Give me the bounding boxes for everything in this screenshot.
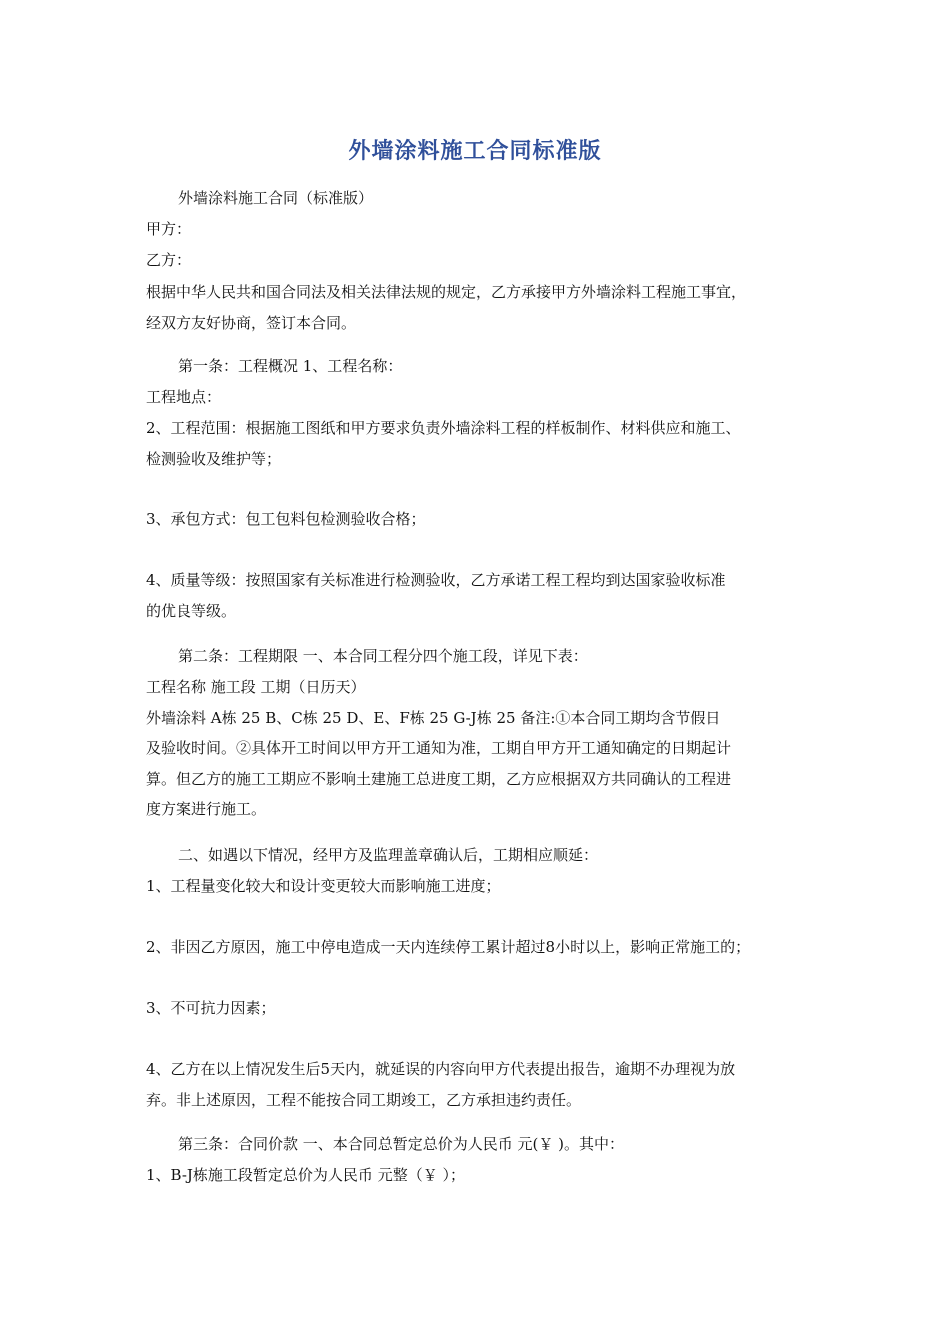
project-location: 工程地点： (146, 388, 222, 406)
party-a: 甲方： (146, 220, 192, 238)
price-item-1: 1、B-J栋施工段暂定总价为人民币 元整（￥ ）； (146, 1166, 465, 1184)
article-2-heading: 第二条：工程期限 一、本合同工程分四个施工段，详见下表： (178, 647, 588, 665)
schedule-line-2: 及验收时间。②具体开工时间以甲方开工通知为准，工期自甲方开工通知确定的日期起计 (146, 739, 732, 757)
article-3-heading: 第三条：合同价款 一、本合同总暂定总价为人民币 元(￥ )。其中： (178, 1135, 625, 1153)
article-1-heading: 第一条：工程概况 1、工程名称： (178, 357, 403, 375)
schedule-line-1: 外墙涂料 A栋 25 B、C栋 25 D、E、F栋 25 G-J栋 25 备注:①本合同工期均含节假日 (146, 709, 721, 727)
preamble-line-1: 根据中华人民共和国合同法及相关法律法规的规定，乙方承接甲方外墙涂料工程施工事宜， (146, 283, 747, 301)
schedule-line-3: 算。但乙方的施工工期应不影响土建施工总进度工期，乙方应根据双方共同确认的工程进 (146, 770, 732, 788)
document-title: 外墙涂料施工合同标准版 (348, 139, 602, 164)
extension-item-2: 2、非因乙方原因，施工中停电造成一天内连续停工累计超过8小时以上，影响正常施工的； (146, 938, 751, 956)
scope-line-1: 2、工程范围：根据施工图纸和甲方要求负责外墙涂料工程的样板制作、材料供应和施工、 (146, 419, 741, 437)
extension-item-4-line-2: 弃。非上述原因，工程不能按合同工期竣工，乙方承担违约责任。 (146, 1091, 582, 1109)
party-b: 乙方： (146, 251, 192, 269)
scope-line-2: 检测验收及维护等； (146, 450, 282, 468)
extension-heading: 二、如遇以下情况，经甲方及监理盖章确认后，工期相应顺延： (178, 846, 599, 864)
schedule-line-4: 度方案进行施工。 (146, 800, 267, 818)
quality-line-2: 的优良等级。 (146, 602, 237, 620)
subtitle: 外墙涂料施工合同（标准版） (178, 189, 374, 207)
extension-item-4-line-1: 4、乙方在以上情况发生后5天内，就延误的内容向甲方代表提出报告，逾期不办理视为放 (146, 1060, 736, 1078)
preamble-line-2: 经双方友好协商，签订本合同。 (146, 314, 357, 332)
extension-item-1: 1、工程量变化较大和设计变更较大而影响施工进度； (146, 877, 501, 895)
extension-item-3: 3、不可抗力因素； (146, 999, 276, 1017)
schedule-table-header: 工程名称 施工段 工期（日历天） (146, 678, 366, 696)
contract-method: 3、承包方式：包工包料包检测验收合格； (146, 510, 426, 528)
quality-line-1: 4、质量等级：按照国家有关标准进行检测验收，乙方承诺工程工程均到达国家验收标准 (146, 571, 726, 589)
